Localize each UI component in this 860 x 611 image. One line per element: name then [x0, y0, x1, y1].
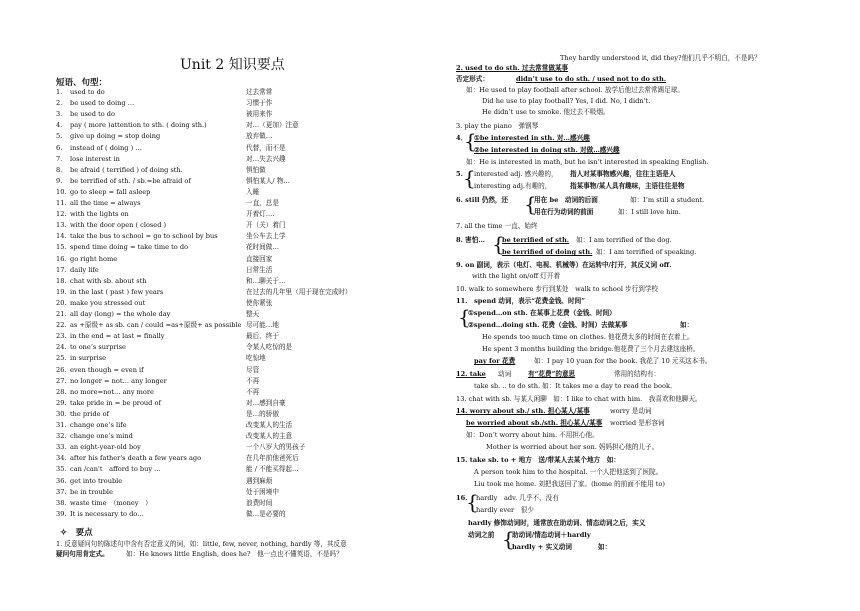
phrase-english: be terrified of sth. / sb.=be afraid of: [70, 176, 191, 185]
r-num-4: 4．: [456, 134, 468, 142]
phrase-english: change one’s life: [70, 421, 127, 429]
r-line-30a: be worried about sb./sth. 担心某人/某事: [466, 419, 603, 427]
phrase-chinese: 日常生活: [246, 265, 273, 274]
phrase-chinese: 一直，总是: [246, 199, 279, 207]
r-line-40a: hardly + 实义动词: [512, 543, 572, 551]
phrase-number: 37.: [56, 487, 67, 496]
phrase-row: [56, 88, 272, 96]
phrase-row: [56, 354, 266, 362]
phrase-number: 36.: [56, 476, 67, 485]
phrase-english: instead of ( doing ) …: [70, 143, 142, 152]
r-line-39a: 动词之前: [468, 531, 495, 539]
phrase-chinese: 是…的骄傲: [246, 409, 279, 418]
r-line-37: hardly ever 很少: [476, 506, 534, 514]
phrase-chinese: 开（关）着门: [246, 221, 286, 230]
phrase-row: [56, 399, 286, 407]
phrase-chinese: 做…是必要的: [246, 509, 286, 518]
r-line-11a: interesting adj.有趣的，: [474, 182, 552, 190]
r-line-13a: 用在行为动词的前面: [534, 208, 594, 216]
phrase-english: take the bus to school = go to school by bus: [70, 232, 218, 241]
phrase-number: 34.: [56, 454, 67, 463]
phrase-row: [56, 321, 279, 329]
r-line-22b: 如：: [680, 321, 694, 329]
point1-line1: 1. 反意疑问句的陈述句中含有否定意义的词，如：little, few, never, nothing, hardly 等，其反意: [56, 540, 347, 548]
phrase-chinese: 能 / 不能买得起…: [246, 465, 299, 474]
phrase-english: in surprise: [70, 354, 107, 363]
phrase-number: 9.: [56, 176, 63, 185]
phrase-row: [56, 510, 286, 518]
phrase-chinese: 过去常常: [246, 88, 273, 96]
r-line-17: 9. on 副词，表示（电灯、电视、机械等）在运转中/打开，其反义词 off.: [456, 261, 672, 269]
phrase-number: 30.: [56, 409, 67, 418]
phrase-chinese: 开着灯….: [246, 210, 275, 219]
r-line-15c: 如：I am terrified of the dog.: [576, 236, 672, 244]
phrase-english: in the last ( past ) few years: [70, 287, 164, 296]
phrase-chinese: 不再: [246, 376, 260, 385]
phrase-row: [56, 488, 279, 496]
phrase-row: [56, 499, 272, 507]
phrase-row: [56, 255, 272, 263]
phrase-english: lose interest in: [70, 154, 120, 163]
phrase-chinese: 入睡: [246, 187, 260, 196]
phrase-english: pay ( more )attention to sth. ( doing sth.): [70, 121, 207, 130]
phrase-english: be afraid ( terrified ) of doing sth.: [70, 165, 183, 174]
phrase-row: [56, 310, 259, 318]
phrase-number: 10.: [56, 187, 67, 196]
phrase-number: 16.: [56, 254, 67, 263]
brace-icon: {: [463, 166, 476, 190]
phrase-number: 29.: [56, 398, 67, 407]
brace-icon: {: [458, 305, 471, 329]
phrase-english: be used to do: [70, 110, 115, 119]
phrase-number: 21.: [56, 310, 67, 318]
phrase-row: [56, 99, 272, 107]
r-line-09: 如：He is interested in math, but he isn’t interested in speaking English.: [466, 158, 709, 166]
r-line-04: Did he use to play football? Yes, I did. No, I didn’t.: [482, 97, 651, 105]
phrase-number: 32.: [56, 432, 67, 441]
phrase-english: with the door open ( closed ): [70, 221, 167, 230]
brace-icon: {: [524, 192, 537, 216]
r-line-15a: 8. 害怕…: [456, 236, 485, 244]
phrase-english: change one’s mind: [70, 432, 133, 441]
points-heading: ✧ 要点: [60, 528, 93, 538]
phrase-number: 13.: [56, 221, 67, 230]
phrase-row: [56, 166, 266, 174]
r-line-15b: be terrified of sth.: [502, 236, 570, 244]
phrase-row: [56, 432, 292, 440]
phrase-english: spend time doing = take time to do: [70, 243, 189, 252]
phrase-chinese: 令某人吃惊的是: [246, 343, 293, 352]
phrase-english: daily life: [70, 265, 99, 274]
phrase-english: be used to doing …: [70, 99, 135, 108]
phrase-number: 3.: [56, 110, 63, 119]
r-line-36: hardly adv. 几乎不、没有: [476, 494, 559, 502]
phrases-heading: 短语、句型：: [56, 78, 108, 88]
phrase-english: no more=not… any more: [70, 387, 154, 396]
phrase-number: 5.: [56, 132, 63, 141]
phrase-chinese: 直接回家: [246, 254, 273, 263]
phrase-number: 8.: [56, 165, 63, 174]
phrase-english: can /can't afford to buy …: [70, 465, 161, 474]
phrase-row: [56, 377, 259, 385]
phrase-row: [56, 232, 286, 240]
r-line-31: 如：Don’t worry about him. 不用担心他。: [466, 431, 599, 439]
phrase-english: after his father's death a few years ago: [70, 454, 202, 463]
r-line-30b: worried 是形容词: [610, 419, 665, 427]
phrase-number: 6.: [56, 143, 63, 152]
phrase-row: [56, 132, 272, 140]
phrase-chinese: 改变某人的生活: [246, 421, 293, 429]
phrase-number: 20.: [56, 298, 67, 307]
phrase-english: waste time （money ）: [70, 498, 152, 507]
phrase-row: [56, 121, 299, 129]
r-line-40b: 如：: [598, 543, 612, 551]
phrase-number: 33.: [56, 443, 67, 452]
phrase-english: It is necessary to do…: [70, 509, 144, 518]
phrase-chinese: 惧怕做: [246, 165, 266, 174]
r-line-12c: 如：I’m still a student.: [630, 196, 705, 204]
r-line-25b: 如：I pay 10 yuan for the book. 我花了 10 元买这本书。: [534, 357, 712, 365]
phrase-english: as +原级+ as sb. can / could =as+原级+ as possible: [70, 321, 242, 330]
r-line-03: 如：He used to play football after school. 放学后他过去常常踢足球。: [466, 86, 684, 94]
brace-icon: {: [466, 490, 479, 514]
phrase-number: 31.: [56, 421, 67, 429]
phrase-chinese: 惧怕某人/ 物…: [246, 176, 290, 185]
phrase-number: 18.: [56, 276, 67, 285]
phrase-row: [56, 443, 305, 451]
phrase-english: get into trouble: [70, 476, 123, 485]
phrase-english: give up doing = stop doing: [70, 132, 161, 141]
r-line-14: 7. all the time 一直、始终: [456, 222, 538, 230]
r-line-39b: 助动词/情态动词＋hardly: [512, 531, 591, 539]
phrase-chinese: 浪费时间: [246, 498, 273, 507]
r-line-25a: pay for 花费: [474, 357, 516, 365]
brace-icon: {: [502, 527, 515, 551]
phrase-row: [56, 366, 259, 374]
r-line-27: take sb. .. to do sth. 如：It takes me a day to read the book.: [474, 382, 673, 390]
phrase-row: [56, 332, 279, 340]
phrase-row: [56, 144, 286, 152]
point1-line2: 疑问句用肯定式。: [56, 550, 109, 558]
phrase-number: 39.: [56, 509, 67, 518]
brace-icon: {: [464, 129, 477, 153]
r-line-01: 2. used to do sth. 过去常常做某事: [456, 64, 569, 72]
phrase-number: 23.: [56, 332, 67, 341]
phrase-row: [56, 266, 272, 274]
r-num-5: 5.: [456, 170, 463, 178]
phrase-english: all the time = always: [70, 199, 141, 207]
r-line-02a: 否定形式：: [456, 75, 489, 83]
phrase-chinese: 习惯于作: [246, 99, 273, 108]
r-line-23: He spends too much time on clothes. 他花费太多的时间在衣着上。: [482, 333, 694, 341]
phrase-chinese: 被用来作: [246, 110, 273, 119]
r-line-33: 15. take sb. to + 地方 送/带某人去某个地方 如：: [456, 456, 620, 464]
r-line-10a: interested adj. 感兴趣的，: [474, 170, 558, 178]
phrase-chinese: 一个八岁大的男孩子: [246, 443, 306, 452]
phrase-number: 4.: [56, 121, 63, 130]
brace-icon: {: [492, 232, 505, 256]
phrase-chinese: 对…失去兴趣: [246, 154, 286, 163]
r-line-12a: 6. still 仍然，还: [456, 196, 509, 204]
phrase-row: [56, 388, 259, 396]
r-line-24: He spent 3 months building the bridge.他花费了三个月去建这座桥。: [482, 345, 700, 353]
phrase-row: [56, 421, 292, 429]
phrase-row: [56, 410, 279, 418]
phrase-english: chat with sb. about sth: [70, 276, 147, 285]
phrase-chinese: 在几年前他爸死后: [246, 454, 299, 463]
r-line-26c: 有“花费”的意思: [528, 370, 576, 378]
r-line-19: 10. walk to somewhere 步行到某处 walk to school 步行到学校: [456, 285, 659, 293]
r-line-26a: 12. take: [456, 370, 486, 378]
phrase-chinese: 改变某人的主意: [246, 432, 293, 441]
phrase-english: be in trouble: [70, 487, 113, 496]
r-line-32: Mother is worried about her son. 妈妈担心他的儿子。: [486, 443, 659, 451]
phrase-english: go to sleep = fall asleep: [70, 187, 151, 196]
r-line-12b: 用在 be 动词的后面: [534, 196, 598, 204]
phrase-chinese: 坐公车去上学: [246, 232, 286, 241]
phrase-chinese: 遇到麻烦: [246, 476, 273, 485]
phrase-number: 38.: [56, 498, 67, 507]
phrase-number: 15.: [56, 243, 67, 252]
phrase-english: take pride in = be proud of: [70, 398, 161, 407]
phrase-number: 26.: [56, 365, 67, 374]
r-line-16b: 如：I am terrified of speaking.: [596, 248, 697, 256]
phrase-number: 25.: [56, 354, 67, 363]
phrase-english: used to do: [70, 88, 105, 96]
phrase-number: 2.: [56, 99, 63, 108]
r-line-34: A person took him to the hospital. 一个人把他送到了医院。: [474, 468, 663, 476]
r-line-35: Liu took me home. 刘把我送回了家。(home 的前面不能用 to): [474, 480, 665, 488]
r-line-29a: 14. worry about sb./ sth. 担心某人/某事: [456, 407, 590, 415]
phrase-row: [56, 155, 286, 163]
r-line-21: ①spend…on sth. 在某事上花费（金钱、时间）: [468, 309, 616, 317]
r-line-05: He didn’t use to smoke. 他过去不吸烟。: [482, 108, 610, 116]
phrase-english: to one’s surprise: [70, 343, 126, 352]
page-title: Unit 2 知识要点: [180, 57, 285, 73]
r-line-28: 13. chat with sb. 与某人闲聊 如：I like to chat with him. 我喜欢和他聊天。: [456, 395, 702, 403]
phrase-chinese: 不再: [246, 387, 260, 396]
phrase-chinese: 和…聊关于…: [246, 276, 286, 285]
phrase-row: [56, 299, 272, 307]
r-line-16a: be terrified of doing sth.: [502, 248, 593, 256]
phrase-chinese: 使你紧张: [246, 298, 273, 307]
phrase-english: in the end = at last = finally: [70, 332, 165, 341]
phrase-row: [56, 465, 299, 473]
phrase-row: [56, 277, 286, 285]
phrase-number: 12.: [56, 210, 67, 219]
phrase-number: 19.: [56, 287, 67, 296]
phrase-row: [56, 243, 279, 251]
r-line-29b: worry 是动词: [610, 407, 652, 415]
phrase-number: 17.: [56, 265, 67, 274]
phrase-row: [56, 110, 272, 118]
r-line-13b: 如：I still love him.: [618, 208, 681, 216]
phrase-chinese: 对…感到自豪: [246, 398, 286, 407]
r-line-22a: ②spend…doing sth. 花费（金钱、时间）去做某事: [468, 321, 628, 329]
phrase-row: [56, 221, 286, 229]
phrase-chinese: 吃惊地: [246, 354, 266, 363]
phrase-number: 35.: [56, 465, 67, 474]
phrase-chinese: 尽管: [246, 365, 260, 374]
phrase-chinese: 放弃做…: [246, 132, 273, 141]
r-line-08: ②be interested in doing sth. 对做…感兴趣: [474, 146, 620, 154]
phrase-number: 24.: [56, 343, 67, 352]
phrase-number: 1.: [56, 88, 63, 96]
phrase-row: [56, 454, 299, 462]
phrase-chinese: 尽可能…地: [246, 321, 279, 330]
phrase-english: the pride of: [70, 409, 110, 418]
point1-example: 如：He knows little English, does he? 他一点也不懂英语，不是吗？: [126, 550, 343, 558]
phrase-english: even though = even if: [70, 365, 144, 374]
phrase-chinese: 花时间做…: [246, 243, 279, 252]
phrase-number: 27.: [56, 376, 67, 385]
phrase-chinese: 处于困境中: [246, 487, 279, 496]
r-line-07: ①be interested in sth. 对…感兴趣: [474, 134, 590, 142]
phrase-chinese: 对…（更加）注意: [246, 121, 299, 130]
r-line-11b: 指某事物/某人具有趣味，主语往往是物: [570, 182, 685, 190]
r-num-16: 16.: [456, 494, 468, 502]
r-line-18: with the light on/off 灯开着: [472, 272, 561, 280]
phrase-row: [56, 343, 292, 351]
phrase-english: with the lights on: [70, 210, 129, 219]
phrase-number: 14.: [56, 232, 67, 241]
phrase-chinese: 最后，终于: [246, 332, 279, 341]
phrase-english: an eight-year-old boy: [70, 443, 141, 452]
phrase-number: 22.: [56, 321, 67, 330]
phrase-number: 7.: [56, 154, 63, 163]
phrase-number: 28.: [56, 387, 67, 396]
phrase-chinese: 在过去的几年里（用于现在完成时）: [246, 287, 352, 296]
phrase-english: make you stressed out: [70, 298, 146, 307]
r-line-06: 3. play the piano 弹钢琴: [456, 122, 539, 130]
phrase-chinese: 代替，而不是: [246, 143, 286, 152]
phrase-english: no longer = not… any longer: [70, 376, 167, 385]
phrase-row: [56, 199, 279, 207]
r-line-20: 11. spend 动词，表示“花费金钱、时间”: [456, 297, 585, 305]
phrase-english: all day (long) = the whole day: [70, 310, 171, 318]
phrase-row: [56, 177, 290, 185]
r-line-38: hardly 修饰动词时，通常放在助动词、情态动词之后，实义: [468, 519, 646, 527]
phrase-row: [56, 188, 259, 196]
phrase-row: [56, 210, 274, 218]
r-line-02b: didn’t use to do sth. / used not to do sth.: [516, 75, 667, 83]
r-line-00: They hardly understood it, did they?他们几乎不明白，不是吗？: [560, 54, 761, 62]
r-line-10b: 指人对某事物感兴趣，往往主语是人: [570, 170, 676, 178]
r-line-26b: 动词: [498, 370, 512, 378]
phrase-number: 11.: [56, 199, 67, 207]
phrase-row: [56, 288, 352, 296]
phrase-english: go right home: [70, 254, 118, 263]
phrase-row: [56, 477, 272, 485]
r-line-26d: 常用的结构有：: [614, 370, 661, 378]
phrase-chinese: 整天: [246, 310, 260, 318]
